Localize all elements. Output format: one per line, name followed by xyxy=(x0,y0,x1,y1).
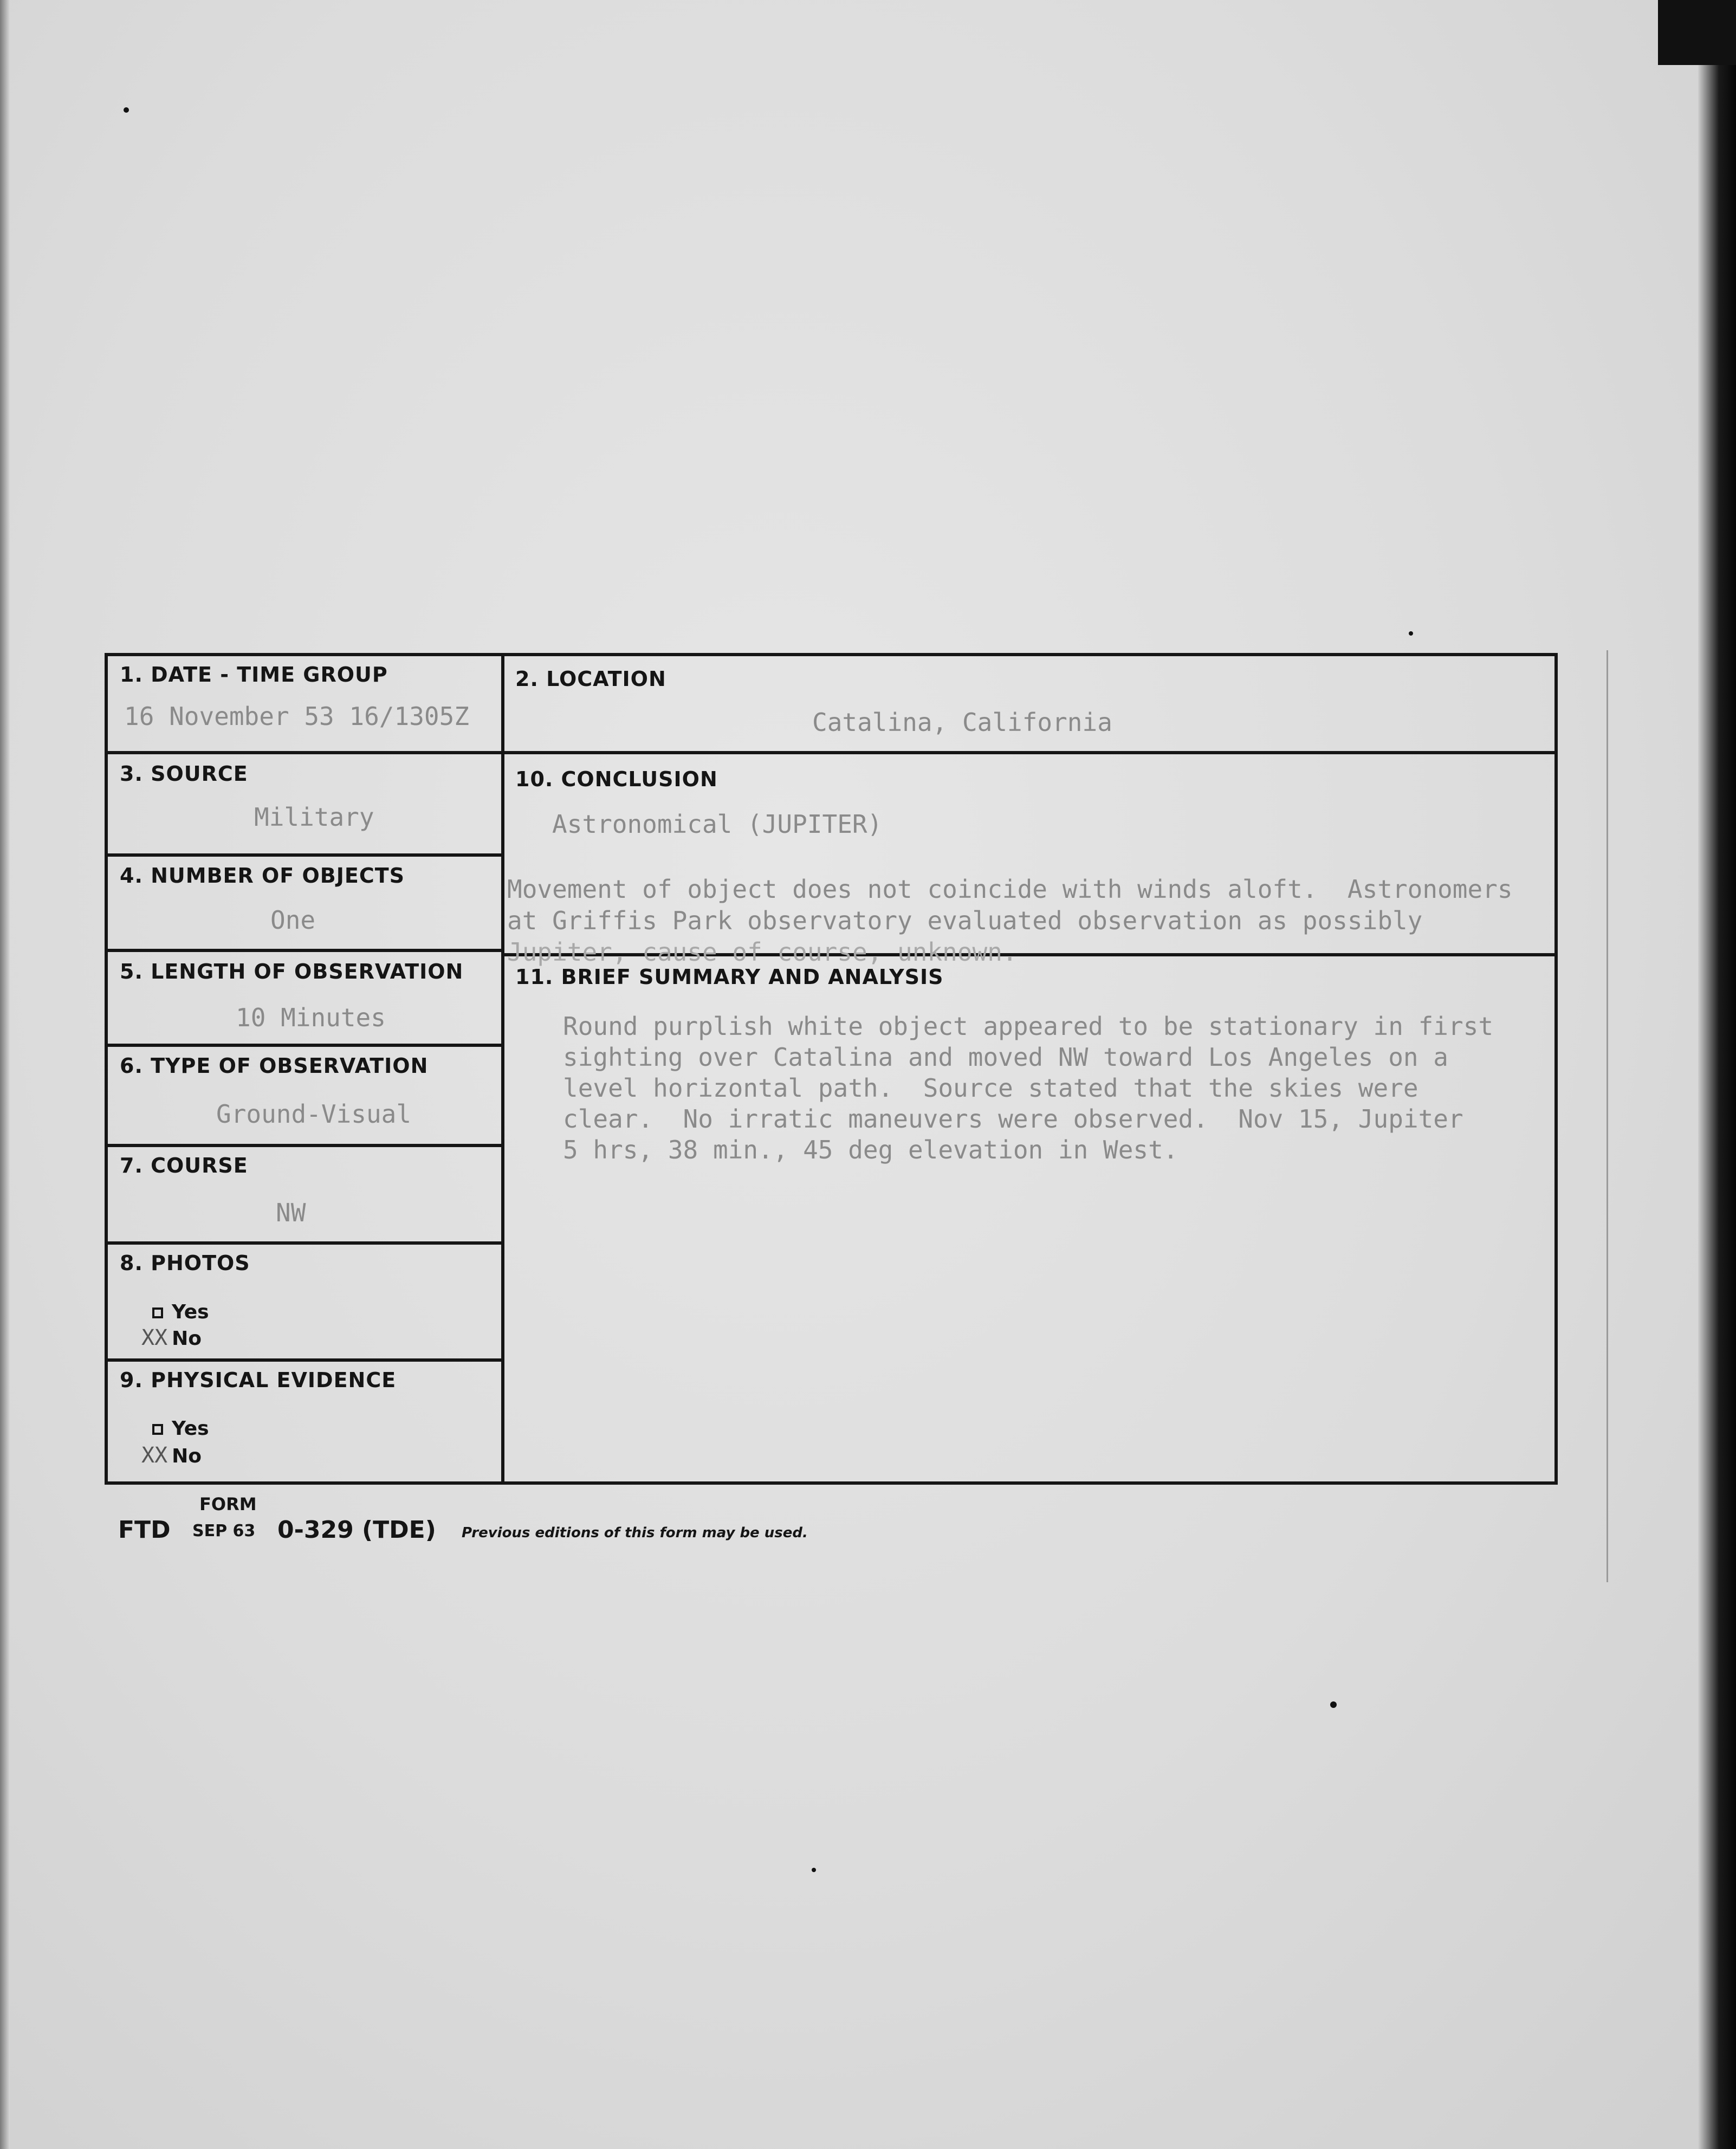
footer-office: (TDE) xyxy=(362,1516,436,1544)
length-of-observation-value: 10 Minutes xyxy=(236,1003,386,1032)
scan-fold-line xyxy=(1607,650,1608,1582)
scan-speck xyxy=(1330,1701,1337,1708)
physical-evidence-label: 9. PHYSICAL EVIDENCE xyxy=(120,1368,397,1392)
physical-evidence-yes-option[interactable] xyxy=(152,1417,209,1440)
row-divider xyxy=(108,853,501,857)
date-time-group-label: 1. DATE - TIME GROUP xyxy=(120,663,388,687)
location-label: 2. LOCATION xyxy=(515,667,666,691)
checkbox-marked-icon: XX xyxy=(141,1325,168,1350)
photos-no-option[interactable] xyxy=(141,1325,202,1350)
scan-edge-left xyxy=(0,0,10,2149)
checkbox-marked-icon: XX xyxy=(141,1443,168,1468)
footer-form-word: FORM xyxy=(199,1494,257,1514)
number-of-objects-label: 4. NUMBER OF OBJECTS xyxy=(120,864,405,888)
number-of-objects-value: One xyxy=(270,905,316,935)
length-of-observation-label: 5. LENGTH OF OBSERVATION xyxy=(120,960,464,983)
course-value: NW xyxy=(276,1198,306,1227)
row-divider xyxy=(108,1044,501,1047)
row-divider xyxy=(501,751,1554,754)
footer-date: SEP 63 xyxy=(192,1522,256,1540)
physical-evidence-no-label: No xyxy=(172,1445,202,1467)
scan-speck xyxy=(124,107,129,113)
photos-yes-option[interactable] xyxy=(152,1301,209,1323)
scan-edge-right xyxy=(1698,0,1736,2149)
summary-line: level horizontal path. Source stated that the skies were xyxy=(563,1073,1418,1103)
course-label: 7. COURSE xyxy=(120,1154,248,1177)
footer-form-number: 0-329 xyxy=(277,1516,354,1544)
scan-edge-corner xyxy=(1658,0,1736,65)
photos-no-label: No xyxy=(172,1328,202,1350)
row-divider xyxy=(108,1358,501,1362)
project-record-card xyxy=(105,653,1558,1485)
photos-label: 8. PHOTOS xyxy=(120,1251,250,1275)
checkbox-icon xyxy=(152,1424,163,1435)
conclusion-comment-line: at Griffis Park observatory evaluated observation as possibly xyxy=(507,906,1423,935)
checkbox-icon xyxy=(152,1307,163,1318)
scan-speck xyxy=(1409,631,1413,636)
brief-summary-label: 11. BRIEF SUMMARY AND ANALYSIS xyxy=(515,965,944,989)
summary-line: clear. No irratic maneuvers were observed. Nov 15, Jupiter xyxy=(563,1104,1463,1134)
scan-speck xyxy=(812,1868,816,1872)
row-divider xyxy=(108,1144,501,1147)
row-divider xyxy=(108,1241,501,1245)
conclusion-comment-line: Jupiter, cause of course, unknown. xyxy=(507,937,1018,967)
source-value: Military xyxy=(254,802,374,832)
summary-line: sighting over Catalina and moved NW toward Los Angeles on a xyxy=(563,1043,1448,1072)
source-label: 3. SOURCE xyxy=(120,762,248,786)
conclusion-value: Astronomical (JUPITER) xyxy=(552,810,883,839)
physical-evidence-yes-label: Yes xyxy=(172,1417,209,1440)
photos-yes-label: Yes xyxy=(172,1301,209,1323)
column-divider xyxy=(501,656,504,1481)
row-divider xyxy=(108,949,501,952)
footer-ftd: FTD xyxy=(118,1516,171,1544)
conclusion-comment-line: Movement of object does not coincide with winds aloft. Astronomers xyxy=(507,875,1513,904)
conclusion-label: 10. CONCLUSION xyxy=(515,767,718,791)
physical-evidence-no-option[interactable] xyxy=(141,1443,202,1468)
summary-line: 5 hrs, 38 min., 45 deg elevation in West. xyxy=(563,1135,1178,1164)
footer-note: Previous editions of this form may be used. xyxy=(462,1525,808,1541)
summary-line: Round purplish white object appeared to be stationary in first xyxy=(563,1012,1494,1041)
row-divider xyxy=(108,751,501,754)
location-value: Catalina, California xyxy=(812,708,1112,737)
type-of-observation-label: 6. TYPE OF OBSERVATION xyxy=(120,1054,429,1078)
type-of-observation-value: Ground-Visual xyxy=(216,1099,412,1129)
date-time-group-value: 16 November 53 16/1305Z xyxy=(124,702,469,731)
